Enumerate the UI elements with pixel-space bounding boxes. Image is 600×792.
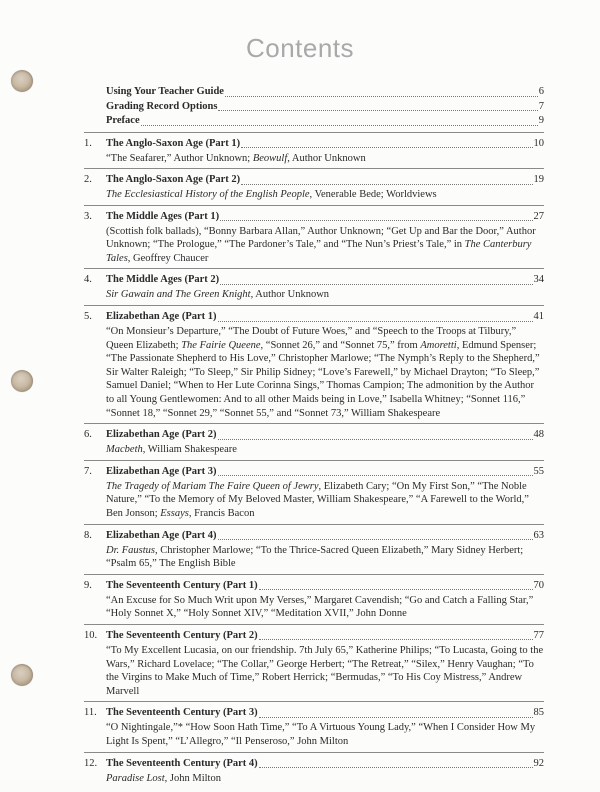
work-title: The Fairie Queene — [181, 339, 261, 351]
chapter-entry — [84, 210, 544, 270]
chapter-number: 1. — [84, 137, 92, 149]
front-matter-label: Preface — [106, 115, 140, 126]
reading-text: , Author Unknown — [250, 289, 330, 301]
chapter-entry — [84, 173, 544, 206]
chapter-entry — [84, 529, 544, 575]
chapter-readings — [106, 288, 544, 302]
page-number: 92 — [533, 757, 544, 769]
reading-text: “O Nightingale,”* “How Soon Hath Time,” “To A Virtuous Young Lady,” “When I Consider How My Light Is Spent,” “L’Allegro,” “Il Penseroso,” John Milton — [106, 722, 536, 747]
chapter-readings — [106, 225, 544, 266]
chapter-readings — [106, 325, 544, 420]
dot-leader — [225, 88, 538, 97]
dot-leader — [218, 313, 533, 322]
chapter-heading-row — [84, 706, 544, 720]
dot-leader — [241, 139, 532, 148]
chapter-number: 12. — [84, 757, 98, 769]
dot-leader — [218, 467, 533, 476]
page-number: 70 — [533, 579, 544, 591]
dot-leader — [220, 276, 532, 285]
chapter-entry — [84, 310, 544, 424]
chapter-readings — [106, 544, 544, 571]
dot-leader — [218, 102, 537, 111]
chapter-heading-row — [84, 757, 544, 771]
front-matter-entry — [106, 85, 544, 100]
table-of-contents — [0, 85, 600, 792]
page-number: 55 — [533, 465, 544, 477]
chapter-entry — [84, 706, 544, 752]
chapter-number: 10. — [84, 629, 98, 641]
chapter-number: 5. — [84, 311, 92, 323]
chapter-number: 4. — [84, 274, 92, 286]
chapter-number: 9. — [84, 579, 92, 591]
chapter-title: Elizabethan Age (Part 2) — [106, 429, 217, 441]
chapter-title: Elizabethan Age (Part 1) — [106, 311, 217, 323]
chapter-heading-row — [84, 210, 544, 224]
chapter-title: Elizabethan Age (Part 4) — [106, 529, 217, 541]
reading-text: , William Shakespeare — [142, 444, 237, 456]
chapter-title: The Middle Ages (Part 2) — [106, 274, 220, 286]
work-title: Paradise Lost — [106, 772, 165, 784]
chapter-readings — [106, 188, 544, 202]
chapter-entry — [84, 465, 544, 525]
chapter-entry — [84, 428, 544, 461]
chapter-title: The Anglo-Saxon Age (Part 1) — [106, 137, 241, 149]
chapter-entry — [84, 273, 544, 306]
page-number: 27 — [533, 210, 544, 222]
work-title: Beowulf — [252, 152, 288, 164]
reading-text: , Francis Bacon — [188, 508, 255, 519]
chapter-number: 3. — [84, 210, 92, 222]
chapter-number: 8. — [84, 529, 92, 541]
front-matter-entry — [106, 114, 544, 129]
work-title: The Canterbury Tales — [106, 239, 532, 264]
dot-leader — [259, 709, 533, 718]
chapter-number: 2. — [84, 174, 92, 186]
chapter-heading-row — [84, 629, 544, 643]
work-title: The Ecclesiastical History of the English People — [106, 189, 310, 201]
work-title: Macbeth — [106, 444, 143, 456]
chapter-number: 6. — [84, 429, 92, 441]
page-number: 41 — [533, 311, 544, 323]
reading-text: “The Seafarer,” Author Unknown; — [106, 152, 253, 164]
front-matter-entry — [106, 100, 544, 115]
page-number: 34 — [533, 274, 544, 286]
reading-text: (Scottish folk ballads), “Bonny Barbara Allan,” Author Unknown; “Get Up and Bar the Door,” Author Unknown; “The Prologue,” “The Pardoner’s Tale,” and “The Nun’s Priest’s Tale,” in — [106, 225, 536, 251]
work-title: The Tragedy of Mariam The Faire Queen of Jewry — [106, 480, 319, 492]
reading-text: “On Monsieur’s Departure,” “The Doubt of Future Woes,” and “Speech to the Troops at Tilbury,” Queen Elizabeth; — [106, 326, 517, 351]
page-number: 10 — [533, 137, 544, 149]
page-number: 48 — [533, 429, 544, 441]
chapter-entry — [84, 629, 544, 702]
chapter-number: 7. — [84, 465, 92, 477]
reading-text: , Elizabeth Cary; “On My First Son,” “The Noble Nature,” “To the Memory of My Beloved Master, William Shakespeare,” “A Farewell to the World,” Ben Jonson; — [106, 480, 529, 519]
chapter-number: 11. — [84, 707, 97, 719]
chapter-readings — [106, 443, 544, 457]
chapter-heading-row — [84, 137, 544, 151]
work-title: Sir Gawain and The Green Knight — [106, 289, 251, 301]
dot-leader — [259, 631, 533, 640]
chapter-title: The Middle Ages (Part 1) — [106, 210, 220, 222]
chapter-title: The Seventeenth Century (Part 1) — [106, 579, 258, 591]
page-number: 19 — [533, 174, 544, 186]
page-number: 6 — [538, 86, 544, 97]
chapter-heading-row — [84, 273, 544, 287]
chapter-entry — [84, 579, 544, 625]
chapter-title: The Seventeenth Century (Part 2) — [106, 629, 258, 641]
chapter-readings — [106, 152, 544, 166]
chapter-readings — [106, 772, 544, 786]
dot-leader — [218, 531, 533, 540]
chapter-title: The Seventeenth Century (Part 4) — [106, 757, 258, 769]
page-number: 7 — [538, 100, 544, 112]
page-number: 85 — [533, 707, 544, 719]
chapter-title: The Anglo-Saxon Age (Part 2) — [106, 174, 241, 186]
dot-leader — [259, 581, 533, 590]
reading-text: , “Sonnet 26,” and “Sonnet 75,” from — [260, 339, 421, 351]
chapter-readings — [106, 480, 544, 521]
reading-text: , John Milton — [164, 772, 221, 784]
chapter-heading-row — [84, 310, 544, 324]
page-number: 63 — [533, 529, 544, 541]
dot-leader — [141, 117, 538, 126]
reading-text: , Author Unknown — [287, 152, 366, 164]
work-title: Essays — [160, 508, 189, 519]
dot-leader — [218, 431, 533, 440]
chapter-title: The Seventeenth Century (Part 3) — [106, 707, 258, 719]
reading-text: , Geoffrey Chaucer — [127, 252, 209, 264]
reading-text: , Venerable Bede; Worldviews — [309, 189, 437, 201]
work-title: Dr. Faustus — [106, 544, 156, 556]
page-number: 77 — [533, 629, 544, 641]
chapter-heading-row — [84, 428, 544, 442]
reading-text: “To My Excellent Lucasia, on our friendship. 7th July 65,” Katherine Philips; “To Lucasta, Going to the Wars,” Richard Lovelace; “The Collar,” George Herbert; “The Retreat,” “Silex,” Henry Vaughan; “To the Virgins to Make Much of Time,” Robert Herrick; “Bermudas,” “To His Coy Mistress,” Andrew Marvell — [106, 644, 544, 697]
dot-leader — [259, 759, 533, 768]
page-number: 9 — [538, 115, 544, 126]
front-matter-label: Using Your Teacher Guide — [106, 86, 224, 97]
dot-leader — [241, 176, 532, 185]
chapter-readings — [106, 594, 544, 621]
reading-text: , Christopher Marlowe; “To the Thrice-Sacred Queen Elizabeth,” Mary Sidney Herbert; “Psalm 65,” The English Bible — [106, 544, 524, 570]
chapter-heading-row — [84, 465, 544, 479]
reading-text: , Edmund Spenser; “The Passionate Shepherd to His Love,” Christopher Marlowe; “The Nymph’s Reply to the Shepherd,” Sir Walter Raleigh; “To Sleep,” Sir Philip Sidney; “Love’s Farewell,” by Michael Drayton; “To Sleep,” Samuel Daniel; “When to Her Lute Corinna Sings,” Thomas Campion; The admonition by the Author to all Young Gentlewomen: And to all other Maids being in Love,” Isabella Whitney; “Sonnet 116,” “Sonnet 18,” “Sonnet 29,” “Sonnet 55,” and “Sonnet 73,” William Shakespeare — [106, 339, 540, 419]
chapter-readings — [106, 644, 544, 698]
dot-leader — [220, 212, 532, 221]
chapter-heading-row — [84, 579, 544, 593]
chapter-title: Elizabethan Age (Part 3) — [106, 465, 217, 477]
chapter-entry — [84, 757, 544, 789]
front-matter-label: Grading Record Options — [106, 100, 218, 112]
page-title: Contents — [245, 33, 355, 63]
work-title: Amoretti — [420, 339, 457, 351]
chapter-heading-row — [84, 529, 544, 543]
reading-text: “An Excuse for So Much Writ upon My Verses,” Margaret Cavendish; “Go and Catch a Falling Star,” “Holy Sonnet X,” “Holy Sonnet XIV,” “Meditation XVII,” John Donne — [106, 594, 534, 620]
chapter-entry — [84, 132, 544, 170]
chapter-heading-row — [84, 173, 544, 187]
chapter-readings — [106, 721, 544, 748]
